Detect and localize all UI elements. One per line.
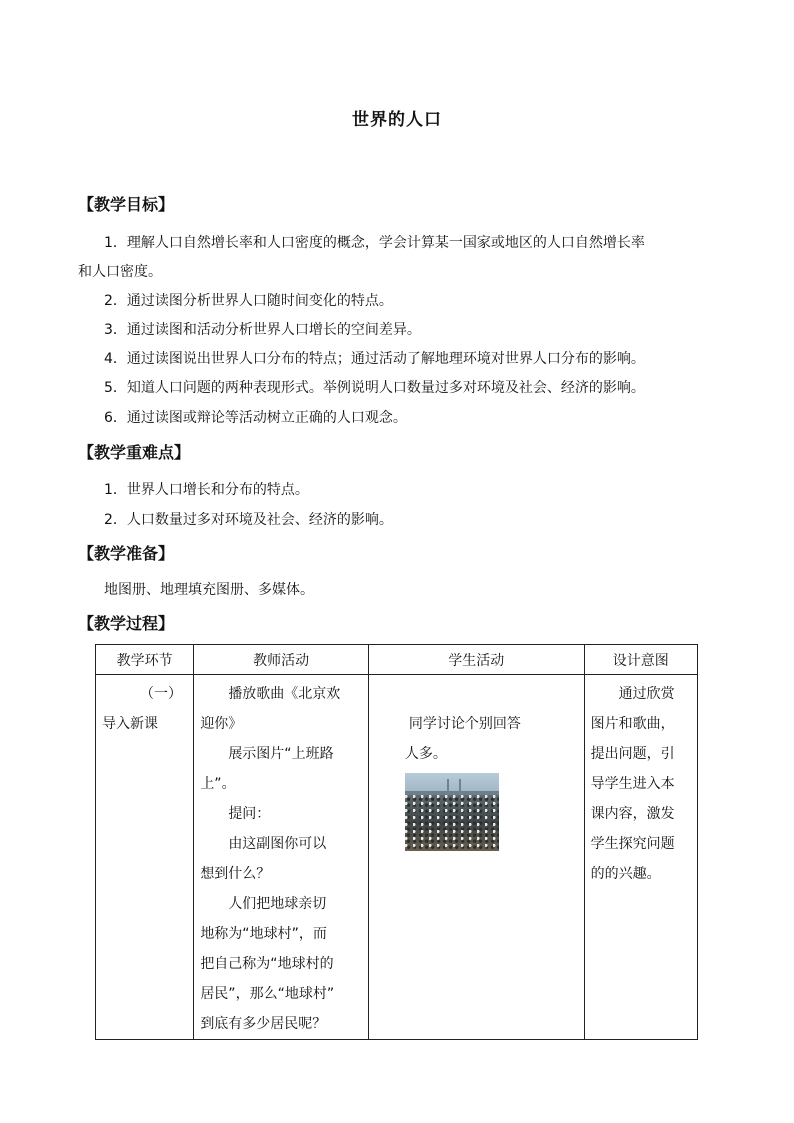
teacher-line: 由这副图你可以 [228,836,327,852]
stage-cell [96,675,194,1040]
teacher-line: 展示图片“上班路 [228,746,334,762]
intent-line: 学生探究问题 [590,836,675,852]
intent-line: 提出问题，引 [590,746,675,762]
teacher-line: 想到什么？ [200,866,271,882]
goal-item: 4．通过读图说出世界人口分布的特点；通过活动了解地理环境对世界人口分布的影响。 [104,351,645,367]
column-header: 学生活动 [368,645,584,675]
goal-item: 和人口密度。 [78,264,162,280]
table-row [96,675,698,1040]
intent-line: 的的兴趣。 [590,866,661,882]
intent-line: 导学生进入本 [590,776,675,792]
page-title: 世界的人口 [352,110,442,130]
student-line: 同学讨论个别回答 [408,716,521,732]
goal-item: 5．知道人口问题的两种表现形式。举例说明人口数量过多对环境及社会、经济的影响。 [104,380,645,396]
teacher-activity-cell [194,675,369,1040]
intent-line: 课内容，激发 [590,806,675,822]
column-header: 设计意图 [584,645,697,675]
teaching-process-table [95,644,698,1040]
preparation-heading: 【教学准备】 [78,544,175,563]
stage-number: （一） [140,686,182,702]
column-header: 教学环节 [96,645,194,675]
teacher-line: 播放歌曲《北京欢 [228,686,341,702]
student-activity-cell [368,675,584,1040]
goals-heading: 【教学目标】 [78,195,175,214]
process-heading: 【教学过程】 [78,614,175,633]
key-points-heading: 【教学重难点】 [78,443,191,462]
teacher-line: 到底有多少居民呢？ [200,1016,327,1032]
teacher-line: 地称为“地球村”，而 [200,926,327,942]
goal-item: 2．通过读图分析世界人口随时间变化的特点。 [104,293,393,309]
teacher-line: 把自己称为“地球村的 [200,956,334,972]
intent-line: 通过欣赏 [618,686,675,702]
student-line: 人多。 [404,746,447,762]
commute-crowd-photo [405,773,499,851]
key-point-item: 1．世界人口增长和分布的特点。 [104,482,309,498]
goal-item: 6．通过读图或辩论等活动树立正确的人口观念。 [104,410,407,426]
design-intent-cell [584,675,697,1040]
teacher-line: 居民”，那么“地球村” [200,986,335,1002]
preparation-text: 地图册、地理填充图册、多媒体。 [104,582,314,598]
stage-name: 导入新课 [102,716,158,732]
goal-item: 1．理解人口自然增长率和人口密度的概念，学会计算某一国家或地区的人口自然增长率 [104,235,645,251]
column-header: 教师活动 [194,645,369,675]
key-point-item: 2．人口数量过多对环境及社会、经济的影响。 [104,512,393,528]
table-header-row [96,645,698,675]
teacher-line: 迎你》 [200,716,243,732]
teacher-line: 提问： [228,806,271,822]
intent-line: 图片和歌曲， [590,716,675,732]
goal-item: 3．通过读图和活动分析世界人口增长的空间差异。 [104,322,421,338]
teacher-line: 上”。 [200,776,236,792]
teacher-line: 人们把地球亲切 [228,896,327,912]
